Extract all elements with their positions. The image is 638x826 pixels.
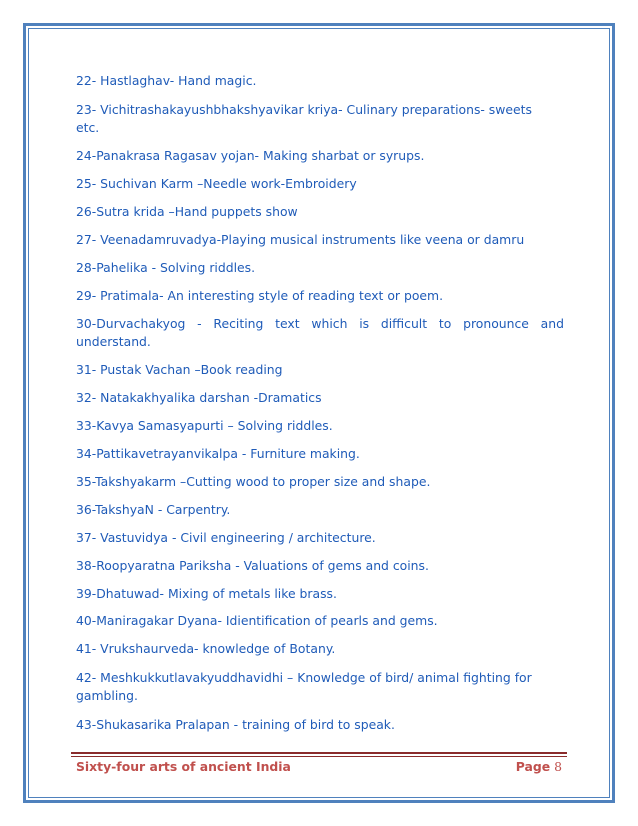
list-item: 29- Pratimala- An interesting style of reading text or poem. xyxy=(76,288,444,303)
footer-page xyxy=(516,759,562,774)
list-item: 32- Natakakhyalika darshan -Dramatics xyxy=(76,390,322,405)
list-item: 41- Vrukshaurveda- knowledge of Botany. xyxy=(76,641,336,656)
page-label: Page xyxy=(515,759,551,774)
list-item: 33-Kavya Samasyapurti – Solving riddles. xyxy=(76,418,333,433)
list-item: 22- Hastlaghav- Hand magic. xyxy=(76,73,257,88)
list-item: 37- Vastuvidya - Civil engineering / architecture. xyxy=(76,530,376,545)
list-item: 23- Vichitrashakayushbhakshyavikar kriya- Culinary preparations- sweets etc. xyxy=(76,102,532,135)
list-item: 34-Pattikavetrayanvikalpa - Furniture making. xyxy=(76,446,360,461)
list-item: 24-Panakrasa Ragasav yojan- Making sharbat or syrups. xyxy=(76,148,425,163)
list-item: 36-TakshyaN - Carpentry. xyxy=(76,502,231,517)
list-item: 35-Takshyakarm –Cutting wood to proper size and shape. xyxy=(76,474,431,489)
footer-title: Sixty-four arts of ancient India xyxy=(76,759,291,774)
list-item: 43-Shukasarika Pralapan - training of bird to speak. xyxy=(76,717,395,732)
list-item: 26-Sutra krida –Hand puppets show xyxy=(76,204,298,219)
list-item: 25- Suchivan Karm –Needle work-Embroidery xyxy=(76,176,357,191)
list-item: 31- Pustak Vachan –Book reading xyxy=(76,362,283,377)
footer-rule xyxy=(71,752,567,754)
page-number: 8 xyxy=(554,759,562,774)
list-item: 42- Meshkukkutlavakyuddhavidhi – Knowledge of bird/ animal fighting for gambling. xyxy=(76,670,532,703)
footer-rule-thin xyxy=(71,756,567,757)
list-item: 27- Veenadamruvadya-Playing musical instruments like veena or damru xyxy=(76,232,525,247)
list-item: 30-Durvachakyog - Reciting text which is difficult to pronounce and understand. xyxy=(76,316,564,349)
list-item: 28-Pahelika - Solving riddles. xyxy=(76,260,256,275)
list-item: 40-Maniragakar Dyana- Idientification of pearls and gems. xyxy=(76,613,438,628)
list-item: 38-Roopyaratna Pariksha - Valuations of gems and coins. xyxy=(76,558,429,573)
list-item: 39-Dhatuwad- Mixing of metals like brass. xyxy=(76,586,337,601)
